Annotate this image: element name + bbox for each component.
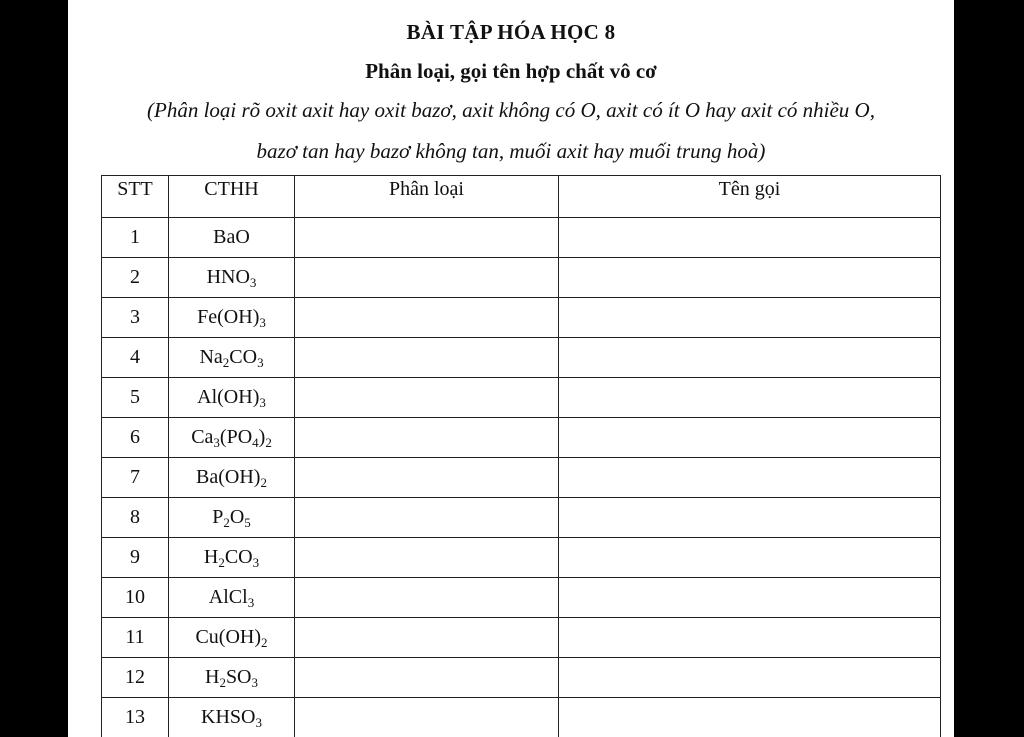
chemical-formula bbox=[169, 498, 295, 538]
chemical-formula bbox=[169, 218, 295, 258]
formula-subscript: 3 bbox=[255, 715, 262, 730]
formula-subscript: 4 bbox=[252, 435, 259, 450]
row-number: 7 bbox=[102, 458, 169, 498]
chemical-formula bbox=[169, 298, 295, 338]
table-row bbox=[102, 378, 941, 418]
classification-cell[interactable] bbox=[295, 378, 559, 418]
formula-subscript: 5 bbox=[244, 515, 251, 530]
classification-cell[interactable] bbox=[295, 258, 559, 298]
formula-subscript: 2 bbox=[222, 355, 230, 370]
row-number: 8 bbox=[102, 498, 169, 538]
table-row bbox=[102, 578, 941, 618]
table-row bbox=[102, 698, 941, 737]
row-number: 6 bbox=[102, 418, 169, 458]
table-row bbox=[102, 498, 941, 538]
chemical-formula bbox=[169, 458, 295, 498]
chemical-formula bbox=[169, 538, 295, 578]
formula-subscript: 3 bbox=[257, 355, 264, 370]
name-cell[interactable] bbox=[559, 218, 941, 258]
formula-text: ) bbox=[258, 426, 266, 448]
formula-subscript: 3 bbox=[249, 275, 257, 290]
row-number: 2 bbox=[102, 258, 169, 298]
row-number: 1 bbox=[102, 218, 169, 258]
chemical-formula bbox=[169, 418, 295, 458]
formula-subscript: 2 bbox=[260, 475, 267, 490]
formula-text: P bbox=[212, 506, 224, 528]
row-number: 9 bbox=[102, 538, 169, 578]
row-number: 5 bbox=[102, 378, 169, 418]
table-row bbox=[102, 218, 941, 258]
name-cell[interactable] bbox=[559, 418, 941, 458]
formula-text: BaO bbox=[213, 226, 250, 248]
row-number: 4 bbox=[102, 338, 169, 378]
table-row bbox=[102, 618, 941, 658]
classification-cell[interactable] bbox=[295, 458, 559, 498]
chemical-formula bbox=[169, 698, 295, 737]
formula-subscript: 2 bbox=[265, 435, 272, 450]
classification-cell[interactable] bbox=[295, 338, 559, 378]
formula-subscript: 2 bbox=[223, 515, 230, 530]
column-header-formula: CTHH bbox=[169, 176, 295, 218]
formula-text: CO bbox=[224, 546, 253, 568]
formula-subscript: 2 bbox=[218, 555, 225, 570]
name-cell[interactable] bbox=[559, 298, 941, 338]
classification-cell[interactable] bbox=[295, 658, 559, 698]
formula-text: KHSO bbox=[201, 706, 256, 728]
table-row bbox=[102, 658, 941, 698]
chemical-formula bbox=[169, 578, 295, 618]
column-header-classification: Phân loại bbox=[295, 176, 559, 218]
table-row bbox=[102, 538, 941, 578]
name-cell[interactable] bbox=[559, 618, 941, 658]
formula-text: Al(OH) bbox=[197, 386, 260, 408]
chemical-formula bbox=[169, 618, 295, 658]
name-cell[interactable] bbox=[559, 538, 941, 578]
classification-cell[interactable] bbox=[295, 498, 559, 538]
table-row bbox=[102, 258, 941, 298]
formula-subscript: 3 bbox=[252, 555, 260, 570]
classification-cell[interactable] bbox=[295, 698, 559, 737]
table-row bbox=[102, 338, 941, 378]
name-cell[interactable] bbox=[559, 258, 941, 298]
formula-subscript: 3 bbox=[259, 395, 266, 410]
column-header-stt: STT bbox=[102, 176, 169, 218]
classification-cell[interactable] bbox=[295, 538, 559, 578]
compound-table bbox=[101, 175, 941, 737]
name-cell[interactable] bbox=[559, 578, 941, 618]
formula-text: Cu(OH) bbox=[195, 626, 262, 648]
chemical-formula bbox=[169, 658, 295, 698]
page-title: BÀI TẬP HÓA HỌC 8 bbox=[406, 20, 616, 44]
chemical-formula bbox=[169, 378, 295, 418]
formula-text: AlCl bbox=[208, 586, 248, 608]
table-header-row bbox=[102, 176, 941, 218]
name-cell[interactable] bbox=[559, 498, 941, 538]
table-body bbox=[102, 218, 941, 737]
name-cell[interactable] bbox=[559, 698, 941, 737]
row-number: 13 bbox=[102, 698, 169, 737]
page-subtitle: Phân loại, gọi tên hợp chất vô cơ bbox=[365, 59, 657, 83]
formula-subscript: 3 bbox=[259, 315, 266, 330]
formula-text: (PO bbox=[219, 426, 253, 448]
formula-subscript: 2 bbox=[261, 635, 268, 650]
name-cell[interactable] bbox=[559, 378, 941, 418]
name-cell[interactable] bbox=[559, 458, 941, 498]
instructions-line-2: bazơ tan hay bazơ không tan, muối axit hay muối trung hoà) bbox=[256, 139, 766, 163]
formula-text: O bbox=[229, 506, 245, 528]
formula-text: Ca bbox=[191, 426, 214, 448]
classification-cell[interactable] bbox=[295, 578, 559, 618]
row-number: 12 bbox=[102, 658, 169, 698]
formula-text: SO bbox=[225, 666, 252, 688]
formula-text: Na bbox=[199, 346, 223, 368]
classification-cell[interactable] bbox=[295, 618, 559, 658]
formula-text: HNO bbox=[206, 266, 250, 288]
instructions-line-1: (Phân loại rõ oxit axit hay oxit bazơ, axit không có O, axit có ít O hay axit có nhiều O, bbox=[147, 98, 875, 122]
classification-cell[interactable] bbox=[295, 218, 559, 258]
table-row bbox=[102, 298, 941, 338]
table-row bbox=[102, 458, 941, 498]
table-row bbox=[102, 418, 941, 458]
row-number: 10 bbox=[102, 578, 169, 618]
formula-text: Ba(OH) bbox=[196, 466, 261, 488]
formula-subscript: 3 bbox=[247, 595, 255, 610]
classification-cell[interactable] bbox=[295, 298, 559, 338]
name-cell[interactable] bbox=[559, 338, 941, 378]
formula-text: Fe(OH) bbox=[197, 306, 260, 328]
document-page bbox=[68, 0, 954, 737]
classification-cell[interactable] bbox=[295, 418, 559, 458]
formula-subscript: 3 bbox=[213, 435, 220, 450]
formula-text: H bbox=[203, 546, 219, 568]
row-number: 11 bbox=[102, 618, 169, 658]
row-number: 3 bbox=[102, 298, 169, 338]
chemical-formula bbox=[169, 338, 295, 378]
chemical-formula bbox=[169, 258, 295, 298]
column-header-name: Tên gọi bbox=[559, 176, 941, 218]
formula-subscript: 3 bbox=[251, 675, 259, 690]
formula-text: H bbox=[204, 666, 220, 688]
name-cell[interactable] bbox=[559, 658, 941, 698]
formula-text: CO bbox=[229, 346, 258, 368]
formula-subscript: 2 bbox=[219, 675, 226, 690]
